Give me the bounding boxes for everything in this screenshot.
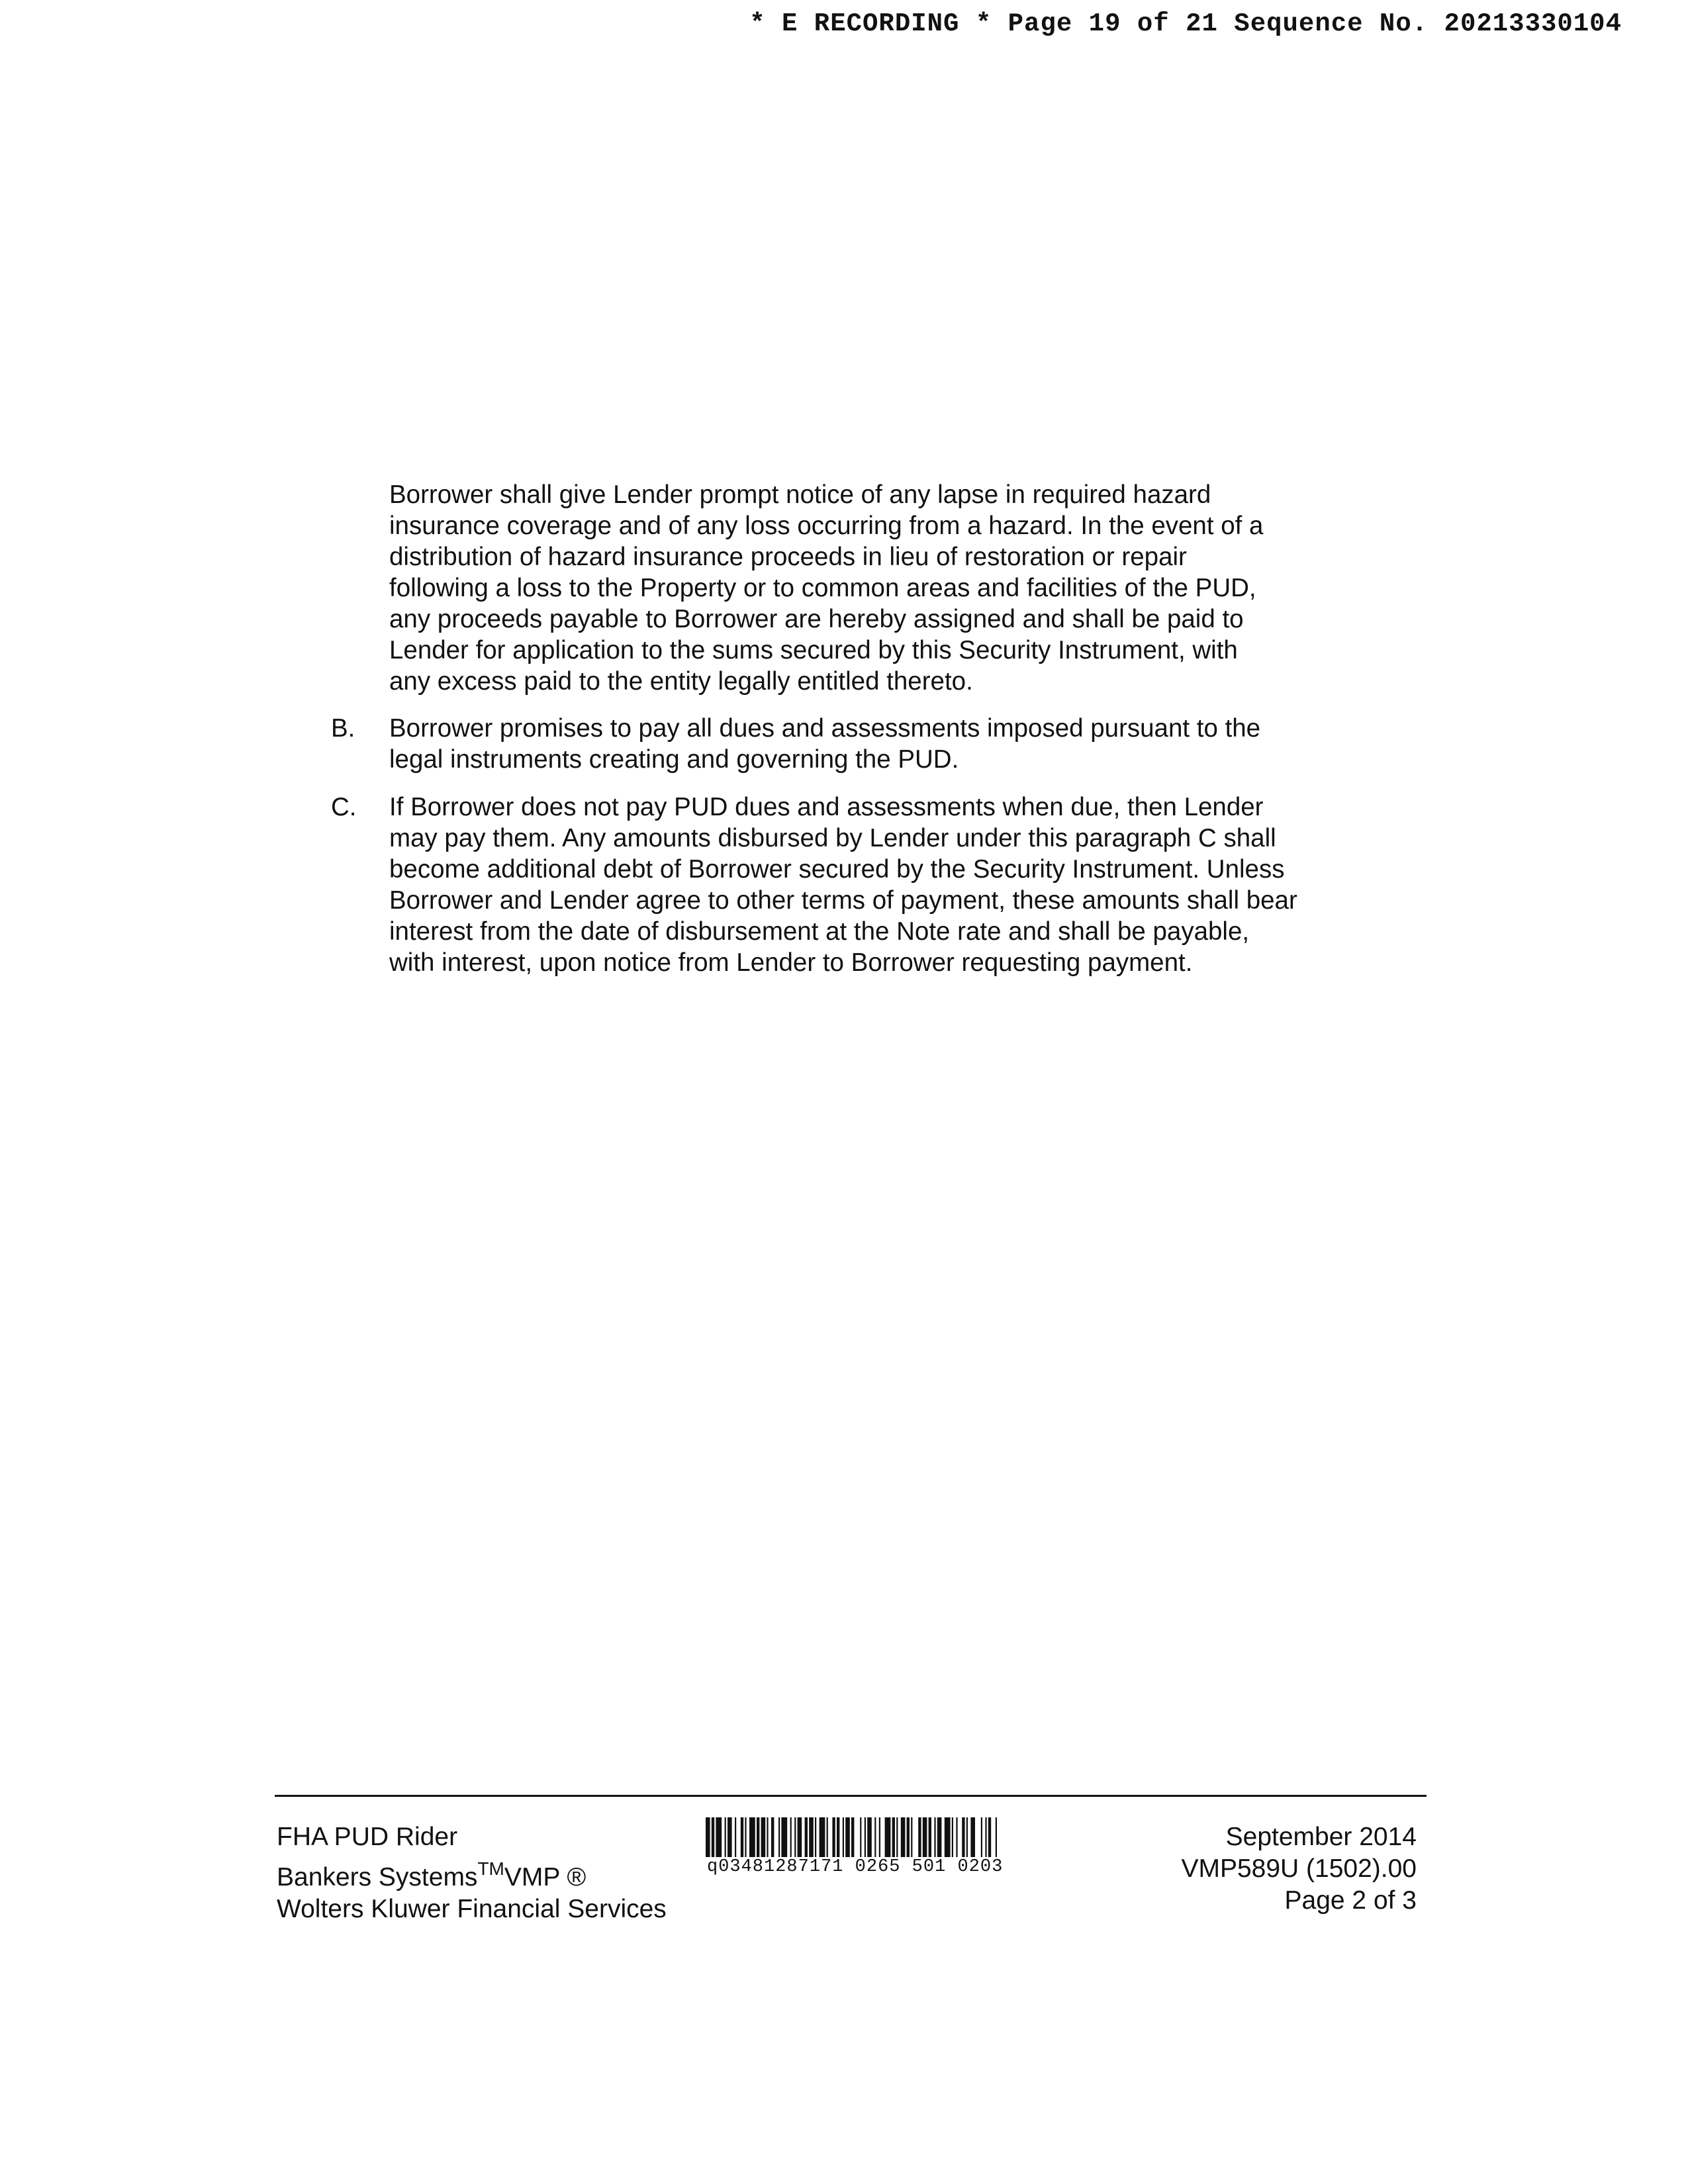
barcode-bar — [851, 1817, 854, 1857]
paragraph-line: any excess paid to the entity legally entitled thereto. — [389, 667, 973, 696]
barcode-bar — [827, 1817, 828, 1857]
clause-text — [389, 792, 1329, 978]
form-date: September 2014 — [1225, 1823, 1417, 1851]
barcode-bar — [896, 1817, 898, 1857]
barcode-bar — [934, 1817, 935, 1857]
barcode-bar — [771, 1817, 774, 1857]
barcode-bar — [794, 1817, 796, 1857]
barcode-number: q03481287171 0265 501 0203 — [707, 1857, 1004, 1877]
barcode-bar — [761, 1817, 766, 1857]
paragraph-line: insurance coverage and of any loss occurring from a hazard. In the event of a — [389, 512, 1264, 540]
barcode-bar — [911, 1817, 912, 1857]
paragraph-line: may pay them. Any amounts disbursed by Lender under this paragraph C shall — [389, 824, 1276, 852]
trademark-mark: TM — [477, 1858, 504, 1879]
barcode-bar — [798, 1817, 802, 1857]
paragraph-line: legal instruments creating and governing the PUD. — [389, 745, 959, 774]
barcode-bar — [966, 1817, 968, 1857]
vendor-name: Bankers Systems — [277, 1863, 478, 1891]
barcode-bar — [790, 1817, 792, 1857]
page-number: Page 2 of 3 — [1284, 1886, 1417, 1915]
barcode-bar — [918, 1817, 921, 1857]
footer-divider — [275, 1795, 1427, 1797]
vendor-product: VMP ® — [504, 1863, 586, 1891]
barcode-bar — [860, 1817, 861, 1857]
barcode-bar — [716, 1817, 722, 1857]
paragraph-line: any proceeds payable to Borrower are hereby assigned and shall be paid to — [389, 605, 1244, 633]
barcode-bar — [815, 1817, 816, 1857]
barcode-bar — [778, 1817, 780, 1857]
paragraph-line: Borrower shall give Lender prompt notice of any lapse in required hazard — [389, 480, 1211, 509]
barcode-bar — [945, 1817, 951, 1857]
barcode-bar — [988, 1817, 991, 1857]
paragraph-line: following a loss to the Property or to common areas and facilities of the PUD, — [389, 574, 1256, 602]
paragraph-line: If Borrower does not pay PUD dues and assessments when due, then Lender — [389, 793, 1264, 821]
publisher: Wolters Kluwer Financial Services — [277, 1895, 667, 1923]
barcode-bar — [996, 1817, 997, 1857]
barcode-bar — [981, 1817, 982, 1857]
barcode-bar — [735, 1817, 736, 1857]
barcode-bar — [809, 1817, 814, 1857]
barcode-bar — [749, 1817, 755, 1857]
form-name: FHA PUD Rider — [277, 1823, 458, 1851]
paragraph-line: Lender for application to the sums secured by this Security Instrument, with — [389, 636, 1238, 664]
barcode-bar — [907, 1817, 910, 1857]
barcode-bar — [781, 1817, 787, 1857]
clause-letter: C. — [331, 793, 357, 821]
barcode-bar — [757, 1817, 759, 1857]
barcode-bar — [727, 1817, 732, 1857]
barcode-bar — [892, 1817, 895, 1857]
barcode-bar — [970, 1817, 975, 1857]
barcode — [706, 1817, 1156, 1857]
barcode-bar — [867, 1817, 872, 1857]
barcode-bar — [956, 1817, 957, 1857]
barcode-bar — [845, 1817, 850, 1857]
barcode-bar — [901, 1817, 906, 1857]
barcode-bar — [879, 1817, 880, 1857]
recording-stamp: * E RECORDING * Page 19 of 21 Sequence No. 20213330104 — [749, 9, 1622, 38]
clause-text — [389, 713, 1329, 775]
barcode-bar — [865, 1817, 866, 1857]
barcode-bar — [952, 1817, 953, 1857]
barcode-bar — [832, 1817, 835, 1857]
barcode-bar — [767, 1817, 768, 1857]
barcode-bar — [712, 1817, 714, 1857]
paragraph-line: interest from the date of disbursement at the Note rate and shall be payable, — [389, 917, 1250, 946]
paragraph-line: Borrower promises to pay all dues and assessments imposed pursuant to the — [389, 714, 1261, 743]
barcode-bar — [725, 1817, 726, 1857]
paragraph-line: distribution of hazard insurance proceeds in lieu of restoration or repair — [389, 543, 1187, 571]
barcode-bar — [962, 1817, 964, 1857]
barcode-bar — [985, 1817, 986, 1857]
clause-letter: B. — [331, 714, 355, 743]
paragraph-line: become additional debt of Borrower secured by the Security Instrument. Unless — [389, 855, 1285, 884]
barcode-bar — [820, 1817, 825, 1857]
footer-left — [277, 1821, 667, 1925]
barcode-bar — [885, 1817, 891, 1857]
barcode-bar — [741, 1817, 743, 1857]
barcode-bar — [874, 1817, 876, 1857]
barcode-bar — [843, 1817, 844, 1857]
barcode-bar — [929, 1817, 931, 1857]
barcode-bar — [837, 1817, 839, 1857]
form-code: VMP589U (1502).00 — [1181, 1854, 1417, 1883]
barcode-bar — [706, 1817, 710, 1857]
barcode-bar — [923, 1817, 927, 1857]
paragraph-line: Borrower and Lender agree to other terms of payment, these amounts shall bear — [389, 886, 1297, 915]
vendor-line — [277, 1853, 667, 1893]
barcode-bar — [937, 1817, 942, 1857]
intro-paragraph — [389, 479, 1329, 697]
paragraph-line: with interest, upon notice from Lender to Borrower requesting payment. — [389, 948, 1193, 977]
footer-right — [1181, 1821, 1417, 1917]
barcode-bar — [745, 1817, 746, 1857]
barcode-bar — [805, 1817, 808, 1857]
